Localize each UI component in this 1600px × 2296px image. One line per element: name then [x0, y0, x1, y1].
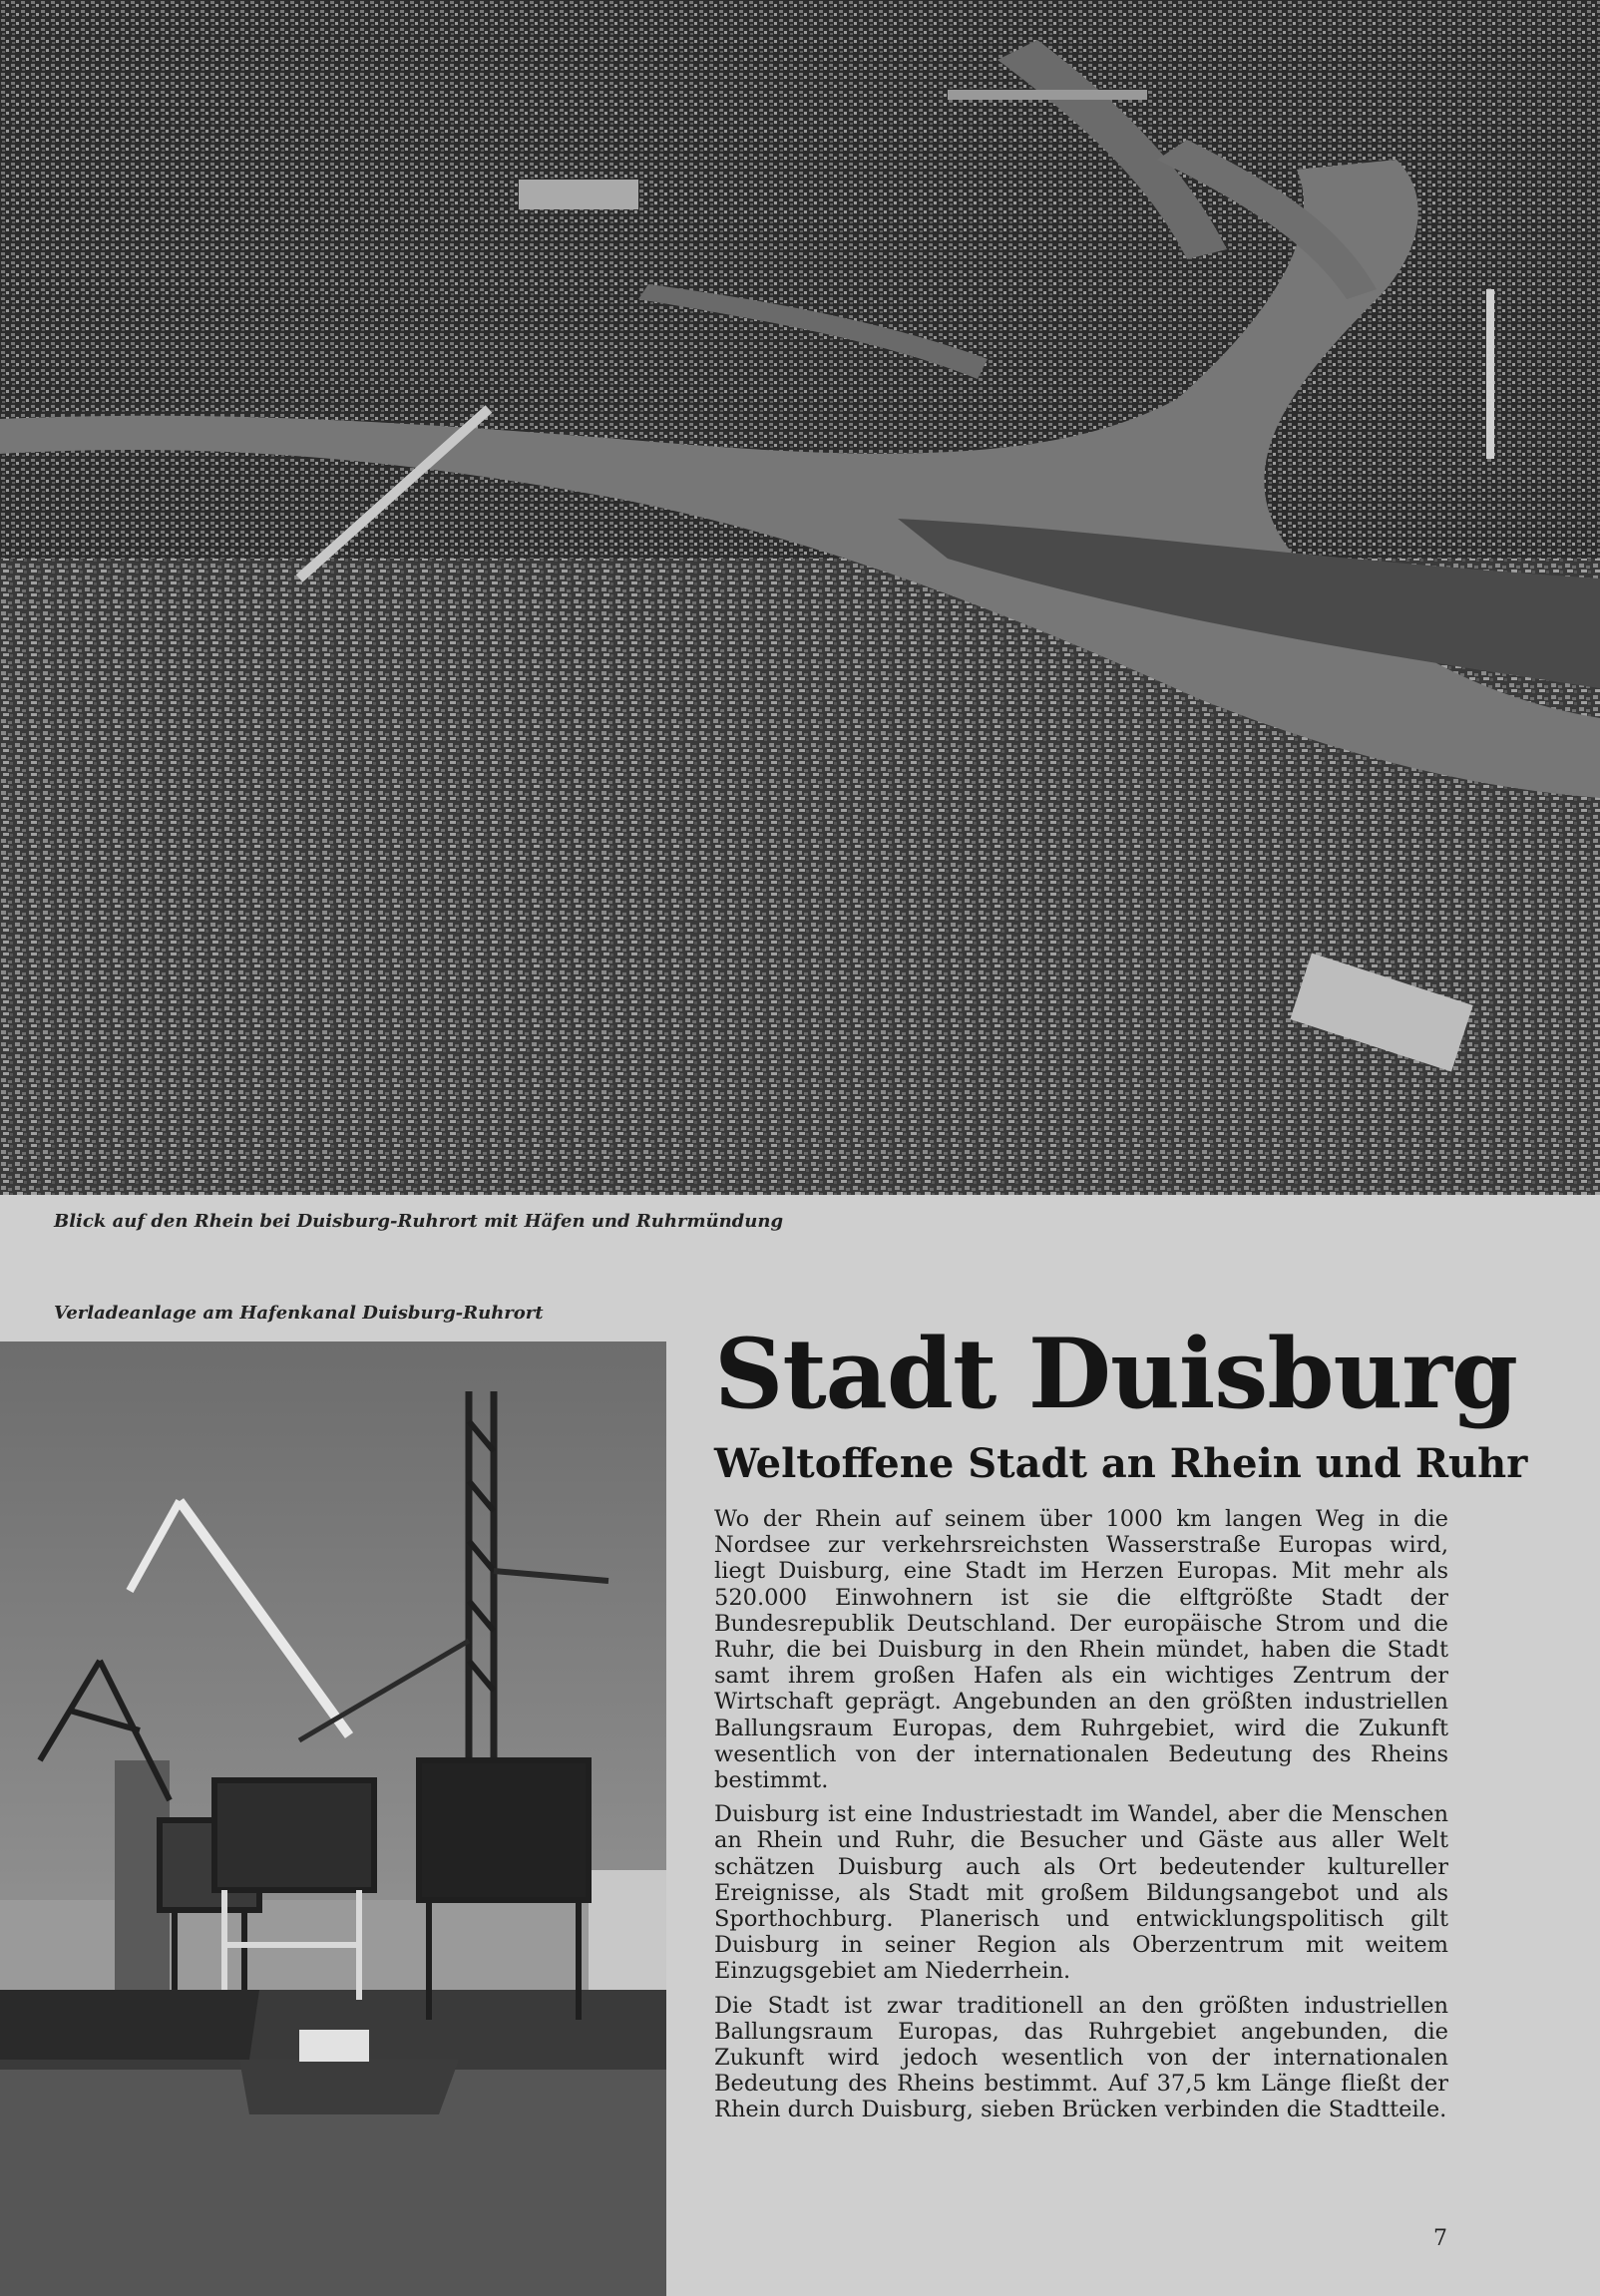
article-paragraph: Die Stadt ist zwar traditionell an den größten industriellen Ballungsraum Europas, das Ruhrgebiet angebunden, die Zukunft wird jedoch wesentlich von der internationalen Bedeutung des Rheins bestimmt. Auf 37,5 km Länge fließt der Rhein durch Duisburg, sieben Brücken verbinden die Stadtteile.	[714, 1992, 1448, 2123]
article-paragraph: Wo der Rhein auf seinem über 1000 km langen Weg in die Nordsee zur verkehrsreichsten Wasserstraße Europas wird, liegt Duisburg, eine Stadt im Herzen Europas. Mit mehr als 520.000 Einwohnern ist sie die elftgrößte Stadt der Bundesrepublik Deutschland. Der europäische Strom und die Ruhr, die bei Duisburg in den Rhein mündet, haben die Stadt samt ihrem großen Hafen als ein wichtiges Zentrum der Wirtschaft geprägt. Angebunden an den größten industriellen Ballungsraum Europas, dem Ruhrgebiet, wird die Zukunft wesentlich von der internationalen Bedeutung des Rheins bestimmt.	[714, 1506, 1448, 1794]
article-title: Stadt Duisburg	[714, 1318, 1517, 1430]
article-paragraph: Duisburg ist eine Industriestadt im Wandel, aber die Menschen an Rhein und Ruhr, die Besucher und Gäste aus aller Welt schätzen Duisburg auch als Ort bedeutender kultureller Ereignisse, als Stadt mit großem Bildungsangebot und als Sporthochburg. Planerisch und entwicklungspolitisch gilt Duisburg in seiner Region als Oberzentrum mit weitem Einzugsgebiet am Niederrhein.	[714, 1801, 1448, 1985]
page-number: 7	[1433, 2226, 1447, 2251]
harbor-cranes-photo	[0, 1341, 666, 2296]
harbor-photo-caption: Verladeanlage am Hafenkanal Duisburg-Ruhrort	[54, 1303, 544, 1324]
article-subtitle: Weltoffene Stadt an Rhein und Ruhr	[714, 1440, 1528, 1487]
article-body	[714, 1506, 1448, 2131]
harbor-cranes-illustration	[0, 1341, 666, 2296]
aerial-photo-caption: Blick auf den Rhein bei Duisburg-Ruhrort mit Häfen und Ruhrmündung	[54, 1211, 784, 1232]
